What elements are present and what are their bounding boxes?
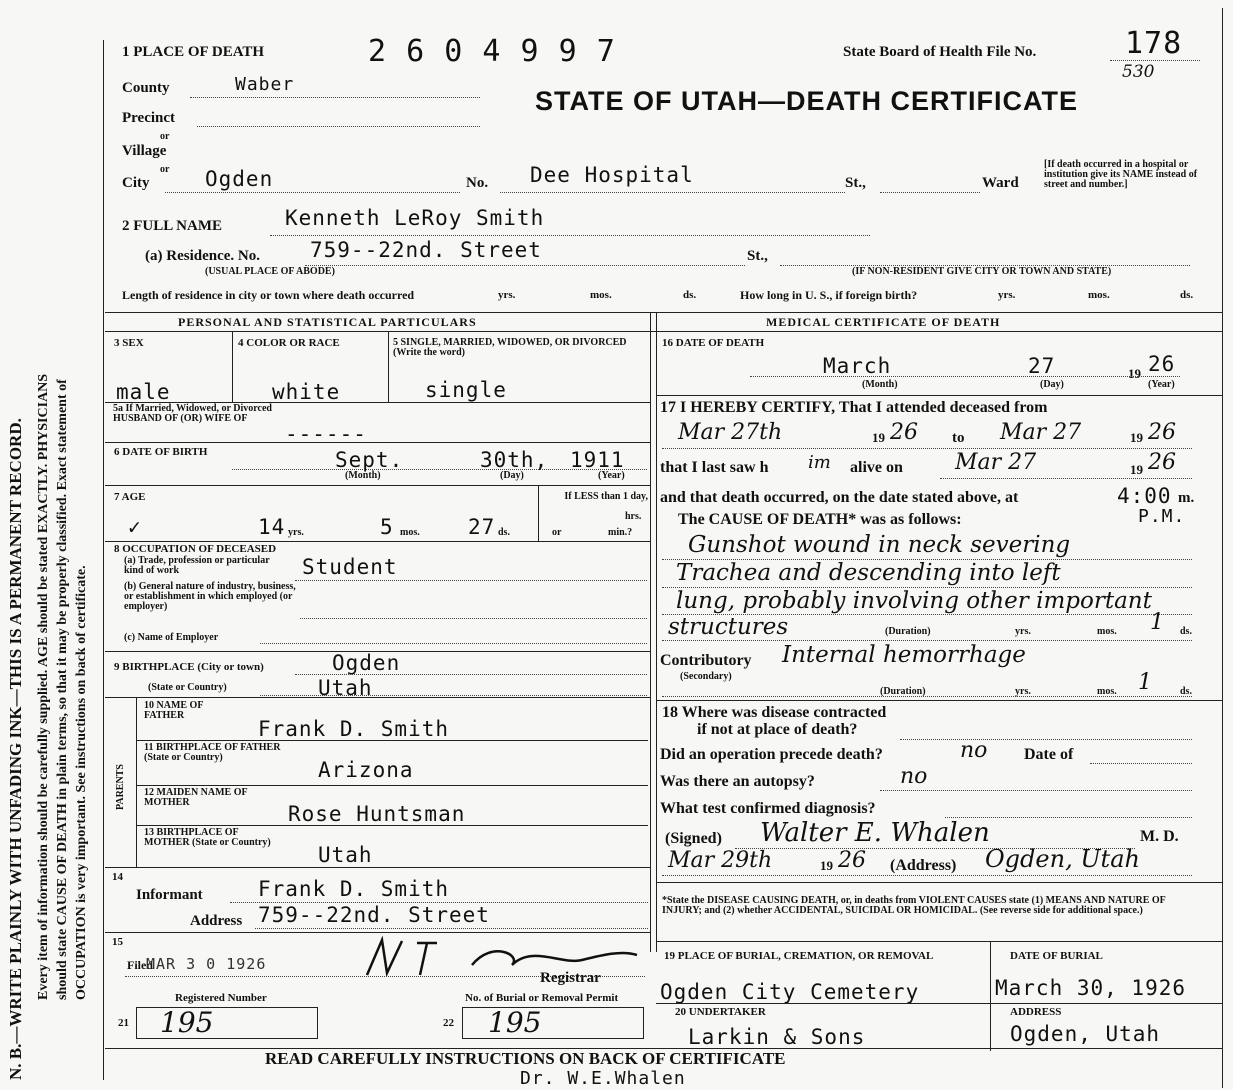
informant-address: 759--22nd. Street [258, 903, 490, 927]
color-label: 4 COLOR OR RACE [238, 337, 340, 349]
filed-date-stamp: MAR 3 0 1926 [146, 955, 267, 973]
sidebar-line-4: OCCUPATION is very important. See instructions on back of certificate. [74, 565, 89, 1000]
column-divider [650, 312, 651, 952]
death-month: March [823, 354, 892, 378]
field-21: 21 [118, 1017, 129, 1029]
dob-year-caption: (Year) [598, 470, 625, 481]
birthplace-state: Utah [318, 676, 373, 700]
attended-to-date: Mar 27 [1000, 420, 1082, 445]
filed-label: Filed [127, 958, 153, 972]
death-time: 4:00 [1117, 484, 1172, 508]
hospital-value: Dee Hospital [530, 163, 694, 187]
city-label: City [122, 175, 150, 191]
date-of-death-label: 16 DATE OF DEATH [662, 337, 765, 349]
min-caption: min.? [608, 527, 633, 538]
marital-value: single [425, 378, 507, 402]
father-name-label: 10 NAME OF FATHER [144, 700, 204, 721]
undertaker-value: Larkin & Sons [688, 1025, 866, 1049]
date-of-label: Date of [1024, 746, 1074, 763]
autopsy-label: Was there an autopsy? [660, 773, 815, 790]
dob-month: Sept. [335, 448, 404, 472]
file-number: 178 [1125, 26, 1183, 61]
footer-doctor: Dr. W.E.Whalen [520, 1068, 686, 1089]
birthplace-city: Ogden [332, 651, 401, 675]
death-year-prefix: 19 [1128, 366, 1141, 381]
last-saw-label: that I last saw h [660, 459, 769, 476]
alive-on-year: 26 [1148, 450, 1176, 475]
death-year: 26 [1148, 352, 1176, 376]
cause-label: The CAUSE OF DEATH* was as follows: [678, 511, 962, 528]
undertaker-address: Ogden, Utah [1010, 1022, 1161, 1046]
contrib-dur-yrs: yrs. [1015, 686, 1031, 697]
burial-permit-label: No. of Burial or Removal Permit [465, 992, 619, 1004]
burial-place-label: 19 PLACE OF BURIAL, CREMATION, OR REMOVAL [664, 950, 934, 962]
occupation-a-label: (a) Trade, profession or particular kind of work [124, 555, 270, 576]
us-mos: mos. [1088, 289, 1110, 301]
mother-name: Rose Huntsman [288, 802, 466, 826]
operation-label: Did an operation precede death? [660, 746, 883, 763]
dob-year: 1911 [570, 448, 625, 472]
mother-name-label: 12 MAIDEN NAME OF MOTHER [144, 787, 248, 808]
age-ds-caption: ds. [498, 527, 510, 538]
sidebar-line-3: should state CAUSE OF DEATH in plain terms, so that it may be properly classified. Exact statement of [55, 379, 70, 1000]
or-text-1: or [160, 131, 170, 142]
signed-year: 26 [838, 848, 866, 873]
contributory-value: Internal hemorrhage [782, 642, 1026, 668]
filed-number: 15 [112, 936, 123, 948]
field-22: 22 [443, 1017, 454, 1029]
contrib-dur-ds: ds. [1180, 686, 1192, 697]
signed-label: (Signed) [665, 830, 722, 847]
burial-date-label: DATE OF BURIAL [1010, 950, 1103, 962]
father-name: Frank D. Smith [258, 717, 450, 741]
cause-dur-ds: ds. [1180, 626, 1192, 637]
death-day-caption: (Day) [1040, 379, 1064, 390]
institution-note: [If death occurred in a hospital or institution give its NAME instead of street and number.] [1044, 159, 1198, 190]
cause-line-3: lung, probably involving other important [676, 588, 1152, 614]
registrar-label: Registrar [540, 970, 601, 986]
test-label: What test confirmed diagnosis? [660, 800, 876, 817]
mother-birthplace-label: 13 BIRTHPLACE OF MOTHER (State or Country) [144, 827, 271, 848]
signed-date: Mar 29th [668, 848, 773, 873]
undertaker-address-label: ADDRESS [1010, 1006, 1062, 1018]
father-birthplace: Arizona [318, 758, 414, 782]
to-label: to [952, 430, 965, 446]
full-name-value: Kenneth LeRoy Smith [285, 206, 545, 230]
death-month-caption: (Month) [862, 379, 898, 390]
age-label: 7 AGE [114, 491, 146, 503]
contributory-label: Contributory [660, 652, 752, 669]
ward-label: Ward [982, 175, 1019, 191]
md-label: M. D. [1140, 828, 1179, 845]
secondary-caption: (Secondary) [680, 671, 732, 682]
attended-from-date: Mar 27th [678, 420, 783, 445]
occupation-label: 8 OCCUPATION OF DECEASED [114, 543, 277, 555]
length-of-residence-label: Length of residence in city or town where death occurred [122, 288, 415, 302]
registered-number-label: Registered Number [175, 992, 267, 1004]
instructions-footer: READ CAREFULLY INSTRUCTIONS ON BACK OF CERTIFICATE [265, 1049, 786, 1068]
attended-from-year: 26 [890, 420, 918, 445]
street-label: St., [845, 175, 866, 191]
burial-place-value: Ogden City Cemetery [660, 980, 920, 1004]
sidebar-line-2: Every item of information should be carefully supplied. AGE should be stated EXACTLY. PHYSICIANS [36, 373, 51, 1000]
death-occurred-label: and that death occurred, on the date stated above, at [660, 489, 1019, 506]
us-yrs: yrs. [998, 289, 1016, 301]
length-mos: mos. [590, 289, 612, 301]
precinct-label: Precinct [122, 110, 176, 126]
cause-duration: 1 [1150, 610, 1164, 635]
file-number-sub: 530 [1122, 62, 1155, 82]
left-border [103, 40, 104, 1080]
age-mos-caption: mos. [400, 527, 420, 538]
burial-permit-number: 195 [488, 1006, 542, 1039]
cause-dur-mos: mos. [1097, 626, 1117, 637]
informant-address-label: Address [190, 913, 243, 929]
no-label: No. [466, 175, 489, 191]
death-time-m: m. [1178, 490, 1195, 506]
dob-label: 6 DATE OF BIRTH [114, 446, 208, 458]
length-yrs: yrs. [498, 289, 516, 301]
full-name-label: 2 FULL NAME [122, 218, 223, 234]
cause-instructions-note: *State the DISEASE CAUSING DEATH, or, in deaths from VIOLENT CAUSES state (1) MEANS AND NATURE OF INJURY; and (2) whether ACCIDENTAL, SUICIDAL OR HOMICIDAL. (See reverse side for additional space.) [662, 895, 1166, 916]
age-months: 5 [380, 515, 394, 539]
certify-label: 17 I HEREBY CERTIFY, That I attended deceased from [660, 399, 1048, 416]
age-years: 14 [258, 515, 286, 539]
residence-st-label: St., [747, 248, 768, 264]
attended-to-year: 26 [1148, 420, 1176, 445]
certificate-number: 2 6 0 4 9 9 7 [368, 34, 616, 69]
county-value: Waber [235, 74, 295, 95]
marital-label: 5 SINGLE, MARRIED, WIDOWED, OR DIVORCED (Write the word) [393, 337, 627, 358]
age-yrs-caption: yrs. [288, 527, 304, 538]
city-value: Ogden [205, 167, 274, 191]
q18-sub-label: if not at place of death? [697, 721, 858, 738]
address-label: (Address) [890, 857, 957, 874]
burial-date-value: March 30, 1926 [995, 976, 1187, 1000]
dob-day-caption: (Day) [500, 470, 524, 481]
cause-line-4: structures [668, 614, 789, 640]
alive-on-date: Mar 27 [955, 450, 1037, 475]
death-time-pm: P.M. [1138, 506, 1186, 527]
operation-value: no [960, 738, 988, 763]
how-long-us-label: How long in U. S., if foreign birth? [740, 288, 918, 302]
birthplace-state-label: (State or Country) [148, 682, 227, 693]
undertaker-label: 20 UNDERTAKER [675, 1006, 766, 1018]
dob-day: 30th, [480, 448, 549, 472]
q18-label: 18 Where was disease contracted [662, 704, 887, 721]
contrib-duration-label: (Duration) [880, 686, 926, 697]
physician-signature: Walter E. Whalen [760, 818, 990, 848]
county-label: County [122, 80, 170, 96]
sex-label: 3 SEX [114, 337, 144, 349]
file-number-label: State Board of Health File No. [843, 44, 1037, 60]
mother-birthplace: Utah [318, 843, 373, 867]
or-text-2: or [160, 164, 170, 175]
death-day: 27 [1028, 354, 1056, 378]
alive-on-label: alive on [850, 459, 903, 476]
last-saw-him: im [808, 452, 831, 473]
village-label: Village [122, 143, 167, 159]
page-title: STATE OF UTAH—DEATH CERTIFICATE [535, 86, 1078, 116]
autopsy-value: no [900, 764, 928, 789]
spouse-label: 5a If Married, Widowed, or Divorced HUSBAND OF (OR) WIFE OF [113, 403, 272, 424]
death-year-caption: (Year) [1148, 379, 1175, 390]
parents-label: PARENTS [115, 764, 126, 810]
informant-label: Informant [136, 887, 203, 903]
cause-dur-yrs: yrs. [1015, 626, 1031, 637]
occupation-value: Student [302, 555, 398, 579]
birthplace-label: 9 BIRTHPLACE (City or town) [114, 661, 264, 673]
medical-header: MEDICAL CERTIFICATE OF DEATH [766, 315, 1001, 329]
color-value: white [272, 380, 341, 404]
spouse-value: ------ [285, 422, 367, 446]
cause-duration-label: (Duration) [885, 626, 931, 637]
dob-month-caption: (Month) [345, 470, 381, 481]
personal-header: PERSONAL AND STATISTICAL PARTICULARS [178, 315, 477, 329]
cause-line-2: Trachea and descending into left [676, 560, 1061, 586]
us-ds: ds. [1180, 289, 1194, 301]
sex-value: male [116, 380, 171, 404]
registered-number: 195 [160, 1006, 214, 1039]
usual-abode-caption: (USUAL PLACE OF ABODE) [205, 266, 335, 277]
residence-value: 759--22nd. Street [310, 238, 542, 262]
occupation-b-label: (b) General nature of industry, business, or establishment in which employed (or employer) [124, 581, 296, 612]
age-check: ✓ [128, 515, 142, 539]
non-resident-caption: (IF NON-RESIDENT GIVE CITY OR TOWN AND STATE) [852, 266, 1112, 277]
physician-address: Ogden, Utah [985, 845, 1140, 873]
cause-line-1: Gunshot wound in neck severing [688, 532, 1071, 558]
right-border [1222, 8, 1223, 1088]
residence-label: (a) Residence. No. [145, 248, 260, 264]
employer-label: (c) Name of Employer [124, 632, 219, 643]
age-days: 27 [468, 515, 496, 539]
place-of-death-label: 1 PLACE OF DEATH [122, 44, 265, 60]
father-birthplace-label: 11 BIRTHPLACE OF FATHER (State or Country) [144, 742, 281, 763]
sidebar-line-1: N. B.—WRITE PLAINLY WITH UNFADING INK—THIS IS A PERMANENT RECORD. [6, 418, 25, 1080]
informant-number: 14 [112, 871, 123, 883]
less-than-label: If LESS than 1 day, [564, 491, 648, 502]
hrs-caption: hrs. [625, 511, 642, 522]
contributory-duration: 1 [1138, 670, 1152, 695]
or-caption: or [552, 527, 562, 538]
contrib-dur-mos: mos. [1097, 686, 1117, 697]
length-ds: ds. [683, 289, 697, 301]
informant-value: Frank D. Smith [258, 877, 450, 901]
